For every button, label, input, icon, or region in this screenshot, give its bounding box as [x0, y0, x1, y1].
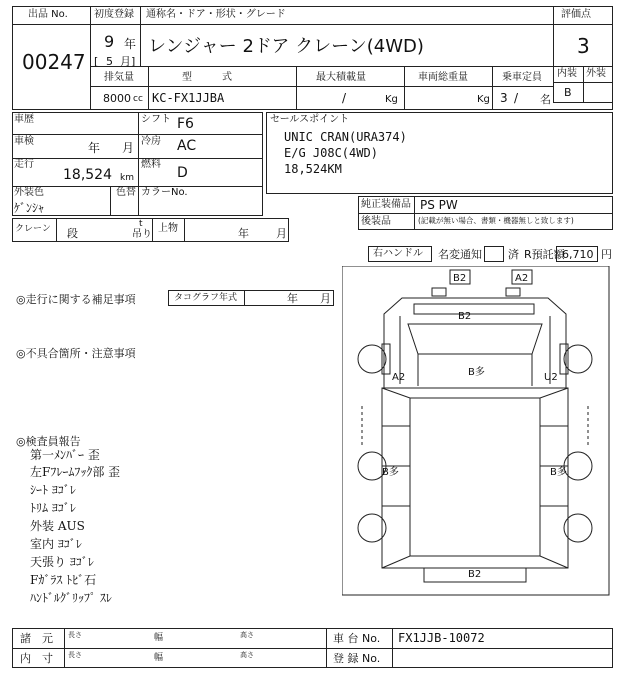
interior-grade: B	[564, 86, 572, 99]
inspection-month: 月	[122, 141, 135, 155]
ac-value: AC	[177, 138, 197, 154]
mileage-label: 走行	[14, 159, 34, 170]
fuel-value: D	[177, 165, 188, 181]
width-label: 幅	[154, 653, 164, 663]
max-load-label: 最大積載量	[316, 72, 366, 83]
exterior-label: 外装	[586, 68, 606, 79]
retrofit-note: (記載が無い場合、書類・機器無しと致します)	[418, 216, 574, 225]
sales-point-label: セールスポイント	[270, 114, 350, 125]
inspector-line: 天張り ﾖｺﾞﾚ	[30, 555, 94, 569]
height-label: 高さ	[240, 651, 254, 659]
tacho-year: 年	[287, 292, 298, 305]
dims-label: 諸 元	[20, 632, 53, 645]
inspector-title: ◎検査員報告	[16, 435, 81, 448]
displacement-label: 排気量	[104, 72, 134, 83]
truck-damage-diagram	[342, 266, 610, 596]
crane-step: 段	[67, 227, 78, 240]
color-change-label: 色替	[116, 187, 136, 198]
crane-ton: t	[139, 219, 143, 229]
reg-month-close: 月]	[120, 55, 136, 68]
sales-line: E/G J08C(4WD)	[284, 146, 378, 160]
crane-label: クレーン	[15, 224, 51, 234]
equipment-label: 純正装備品	[361, 199, 411, 210]
yen-unit: 円	[601, 248, 612, 261]
length-label: 長さ	[68, 651, 82, 659]
r-deposit-label: R預託額	[524, 248, 565, 261]
damage-mark: B2	[453, 273, 467, 284]
height-label: 高さ	[240, 631, 254, 639]
model-value: KC-FX1JJBA	[152, 91, 225, 105]
crane-hoist: 吊り	[132, 229, 152, 240]
name-change-check: 済	[508, 248, 519, 261]
damage-mark: B多	[550, 467, 567, 478]
reg-year-unit: 年	[124, 37, 137, 51]
inspector-line: ﾄﾘﾑ ﾖｺﾞﾚ	[30, 501, 76, 515]
capacity-value: 3	[500, 91, 508, 105]
inspection-label: 車検	[14, 136, 34, 147]
chassis-label: 車 台 No.	[333, 632, 381, 645]
inspection-year: 年	[88, 141, 101, 155]
damage-mark: B多	[468, 367, 485, 378]
inspector-line: Fｶﾞﾗｽ ﾄﾋﾞ石	[30, 573, 97, 587]
color-label: 外装色	[14, 187, 44, 198]
mileage-value: 18,524	[63, 167, 112, 183]
width-label: 幅	[154, 633, 164, 643]
reg-month-open: [	[94, 55, 99, 68]
inspector-line: 左Fﾌﾚｰﾑﾌｯｸ部 歪	[30, 465, 121, 479]
chassis-number: FX1JJB-10072	[398, 631, 485, 645]
interior-label: 内装	[557, 68, 577, 79]
damage-mark: B2	[458, 311, 472, 322]
color-value: ｹﾞﾝｼｬ	[14, 201, 45, 215]
upper-month: 月	[276, 227, 287, 240]
capacity-unit: 名	[540, 93, 551, 106]
lot-no-label: 出品 No.	[28, 9, 68, 20]
interior-dims-label: 内 寸	[20, 652, 53, 665]
displacement-value: 8000	[103, 92, 131, 105]
capacity-label: 乗車定員	[502, 72, 542, 83]
inspector-line: ｼｰﾄ ﾖｺﾞﾚ	[30, 483, 76, 497]
color-no-label: カラーNo.	[141, 187, 188, 198]
supplement-title: ◎走行に関する補足事項	[16, 293, 136, 306]
r-deposit-amount: 6,710	[562, 248, 594, 261]
capacity-slash: /	[514, 91, 519, 105]
kg-unit-1: Kg	[385, 94, 398, 105]
damage-mark: A2	[515, 273, 529, 284]
name-change-box	[484, 246, 504, 262]
model-label: 型 式	[182, 72, 232, 83]
vehicle-name-label: 通称名・ドア・形状・グレード	[146, 9, 286, 20]
score-value: 3	[577, 34, 590, 58]
vehicle-name: レンジャー 2ドア クレーン(4WD)	[148, 36, 424, 57]
reg-year: 9	[104, 32, 115, 51]
upper-year: 年	[238, 227, 249, 240]
tacho-label: タコグラフ年式	[174, 293, 238, 303]
km-unit: km	[120, 173, 134, 183]
reg-month: 5	[106, 55, 113, 68]
right-hand-label: 右ハンドル	[373, 248, 423, 259]
damage-mark: U2	[544, 372, 558, 383]
defects-title: ◎不具合箇所・注意事項	[16, 347, 136, 360]
upper-label: 上物	[158, 223, 178, 234]
length-label: 長さ	[68, 631, 82, 639]
score-label: 評価点	[561, 9, 591, 20]
gross-weight-label: 車両総重量	[418, 72, 468, 83]
first-reg-label: 初度登録	[94, 9, 134, 20]
sales-line: 18,524KM	[284, 162, 342, 176]
fuel-label: 燃料	[141, 159, 161, 170]
damage-mark: B多	[382, 467, 399, 478]
shift-label: シフト	[141, 114, 171, 125]
lot-number: 00247	[22, 50, 86, 74]
ac-label: 冷房	[141, 136, 161, 147]
cc-unit: cc	[133, 94, 143, 104]
history-label: 車歴	[14, 114, 34, 125]
shift-value: F6	[177, 116, 194, 132]
tacho-month: 月	[320, 292, 331, 305]
reg-no-label: 登 録 No.	[333, 652, 381, 665]
sales-line: UNIC CRAN(URA374)	[284, 130, 407, 144]
retrofit-label: 後装品	[361, 216, 391, 227]
equipment-value: PS PW	[420, 198, 458, 212]
max-load-slash: /	[342, 91, 347, 105]
inspector-line: 外装 AUS	[30, 519, 85, 533]
inspector-line: 室内 ﾖｺﾞﾚ	[30, 537, 82, 551]
damage-mark: B2	[468, 569, 482, 580]
inspector-line: ﾊﾝﾄﾞﾙｸﾞﾘｯﾌﾟ ｽﾚ	[30, 591, 112, 605]
kg-unit-2: Kg	[477, 94, 490, 105]
name-change-label: 名変通知	[438, 248, 482, 261]
damage-mark: A2	[392, 372, 406, 383]
inspector-line: 第一ﾒﾝﾊﾞｰ 歪	[30, 448, 100, 462]
